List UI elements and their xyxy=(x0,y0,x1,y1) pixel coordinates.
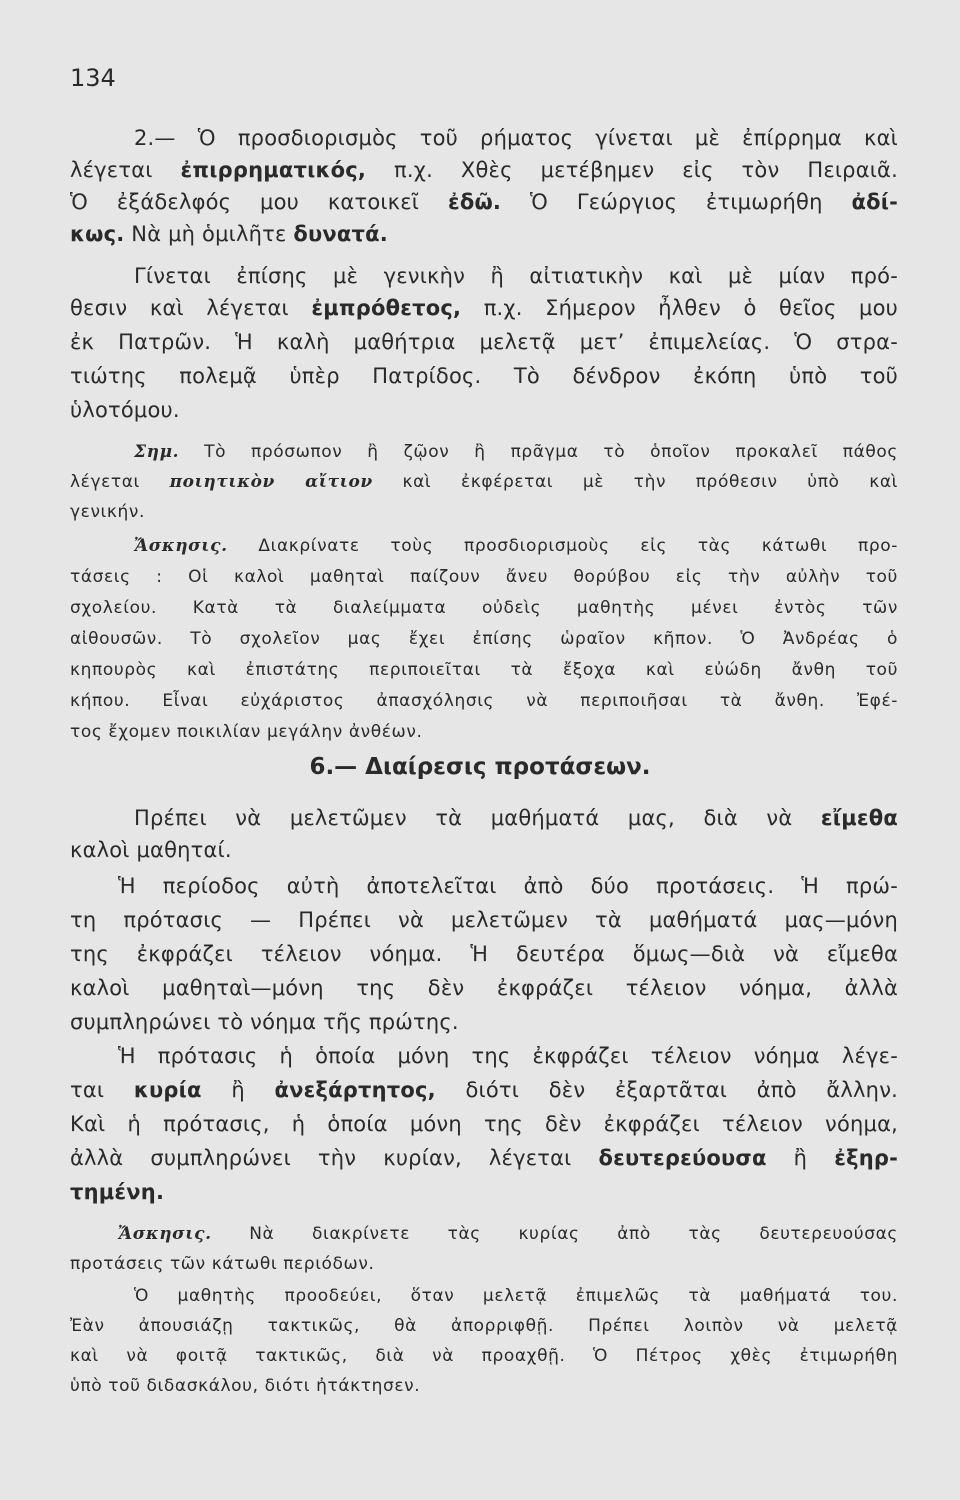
note-line: Σημ. Τὸ πρόσωπον ἢ ζῷον ἢ πρᾶγμα τὸ ὁποῖον προκαλεῖ πάθος xyxy=(134,442,898,462)
text-line: ὑλοτόμου. xyxy=(70,398,180,422)
text-line: της ἐκφράζει τέλειον νόημα. Ἡ δευτέρα ὅμως—διὰ νὰ εἴμεθα xyxy=(70,942,898,966)
note-line: γενικήν. xyxy=(70,502,145,522)
note-line: λέγεται ποιητικὸν αἴτιον καὶ ἐκφέρεται μὲ τὴν πρόθεσιν ὑπὸ καὶ xyxy=(70,472,898,492)
text-line: 2.— Ὁ προσδιορισμὸς τοῦ ρήματος γίνεται μὲ ἐπίρρημα καὶ xyxy=(134,126,898,150)
exercise-line: προτάσεις τῶν κάτωθι περιόδων. xyxy=(70,1254,375,1274)
text-line: τημένη. xyxy=(70,1180,165,1204)
page-number: 134 xyxy=(70,64,116,92)
exercise-line: τος ἔχομεν ποικιλίαν μεγάλην ἀνθέων. xyxy=(70,722,423,742)
term-defterevousa: δευτερεύουσα xyxy=(598,1146,767,1170)
text-line: τιώτης πολεμᾷ ὑπὲρ Πατρίδος. Τὸ δένδρον ἐκόπη ὑπὸ τοῦ xyxy=(70,364,898,388)
exercise-line: Ἄσκησις. Διακρίνατε τοὺς προσδιορισμοὺς εἰς τὰς κάτωθι προ- xyxy=(134,536,898,556)
text-line: ἀλλὰ συμπληρώνει τὴν κυρίαν, λέγεται δευτερεύουσα ἢ ἐξηρ- xyxy=(70,1146,899,1170)
term-epirrhimatikos: ἐπιρρηματικός, xyxy=(180,158,367,182)
text-line: ἐκ Πατρῶν. Ἡ καλὴ μαθήτρια μελετᾷ μετ’ ἐπιμελείας. Ὁ στρα- xyxy=(70,330,898,354)
text-line: συμπληρώνει τὸ νόημα τῆς πρώτης. xyxy=(70,1010,459,1034)
text-line: θεσιν καὶ λέγεται ἐμπρόθετος, π.χ. Σήμερον ἦλθεν ὁ θεῖος μου xyxy=(70,296,898,320)
text-line: ται κυρία ἢ ἀνεξάρτητος, διότι δὲν ἐξαρτᾶται ἀπὸ ἄλλην. xyxy=(70,1078,898,1102)
text-line: Πρέπει νὰ μελετῶμεν τὰ μαθήματά μας, διὰ νὰ εἴμεθα xyxy=(134,806,898,830)
exercise-line: Ἐὰν ἀπουσιάζῃ τακτικῶς, θὰ ἀπορριφθῇ. Πρέπει λοιπὸν νὰ μελετᾷ xyxy=(70,1316,898,1336)
term-emprothetos: ἐμπρόθετος, xyxy=(311,296,462,320)
text-line: καλοὶ μαθηταί. xyxy=(70,838,232,862)
text-line: Ἡ πρότασις ἡ ὁποία μόνη της ἐκφράζει τέλειον νόημα λέγε- xyxy=(118,1044,898,1068)
exercise-line: ὑπὸ τοῦ διδασκάλου, διότι ἠτάκτησεν. xyxy=(70,1376,421,1396)
text-line: λέγεται ἐπιρρηματικός, π.χ. Χθὲς μετέβημεν εἰς τὸν Πειραιᾶ. xyxy=(70,158,898,182)
text-line: Ὁ ἐξάδελφός μου κατοικεῖ ἐδῶ. Ὁ Γεώργιος ἐτιμωρήθη ἀδί- xyxy=(70,190,898,214)
text-line: καλοὶ μαθηταὶ—μόνη της δὲν ἐκφράζει τέλειον νόημα, ἀλλὰ xyxy=(70,976,898,1000)
section-heading: 6.— Διαίρεσις προτάσεων. xyxy=(309,754,651,780)
exercise-line: καὶ νὰ φοιτᾷ τακτικῶς, διὰ νὰ προαχθῇ. Ὁ Πέτρος χθὲς ἐτιμωρήθη xyxy=(70,1346,898,1366)
exercise-line: κήπου. Εἶναι εὐχάριστος ἀπασχόλησις νὰ περιποιῆσαι τὰ ἄνθη. Ἐφέ- xyxy=(70,691,898,711)
exercise-line: Ἄσκησις. Νὰ διακρίνετε τὰς κυρίας ἀπὸ τὰς δευτερευούσας xyxy=(118,1224,898,1244)
term-kyria: κυρία xyxy=(133,1078,202,1102)
exercise-line: κηπουρὸς καὶ ἐπιστάτης περιποιεῖται τὰ ἔξοχα καὶ εὐώδη ἄνθη τοῦ xyxy=(70,660,898,680)
term-anexartitos: ἀνεξάρτητος, xyxy=(274,1078,436,1102)
exercise-line: Ὁ μαθητὴς προοδεύει, ὅταν μελετᾷ ἐπιμελῶς τὰ μαθήματά του. xyxy=(134,1286,898,1306)
exercise-line: αἰθουσῶν. Τὸ σχολεῖον μας ἔχει ἐπίσης ὡραῖον κῆπον. Ὁ Ἀνδρέας ὁ xyxy=(70,629,898,649)
text-line: Ἡ περίοδος αὐτὴ ἀποτελεῖται ἀπὸ δύο προτάσεις. Ἡ πρώ- xyxy=(118,874,898,898)
text-line: Καὶ ἡ πρότασις, ἡ ὁποία μόνη της δὲν ἐκφράζει τέλειον νόημα, xyxy=(70,1112,898,1136)
text-line: κως. Νὰ μὴ ὁμιλῆτε δυνατά. xyxy=(70,222,388,246)
exercise-line: τάσεις : Οἱ καλοὶ μαθηταὶ παίζουν ἄνευ θορύβου εἰς τὴν αὐλὴν τοῦ xyxy=(70,567,898,587)
exercise-line: σχολείου. Κατὰ τὰ διαλείμματα οὐδεὶς μαθητὴς μένει ἐντὸς τῶν xyxy=(70,598,898,618)
text-line: τη πρότασις — Πρέπει νὰ μελετῶμεν τὰ μαθήματά μας—μόνη xyxy=(70,908,898,932)
text-line: Γίνεται ἐπίσης μὲ γενικὴν ἢ αἰτιατικὴν καὶ μὲ μίαν πρό- xyxy=(134,264,898,288)
